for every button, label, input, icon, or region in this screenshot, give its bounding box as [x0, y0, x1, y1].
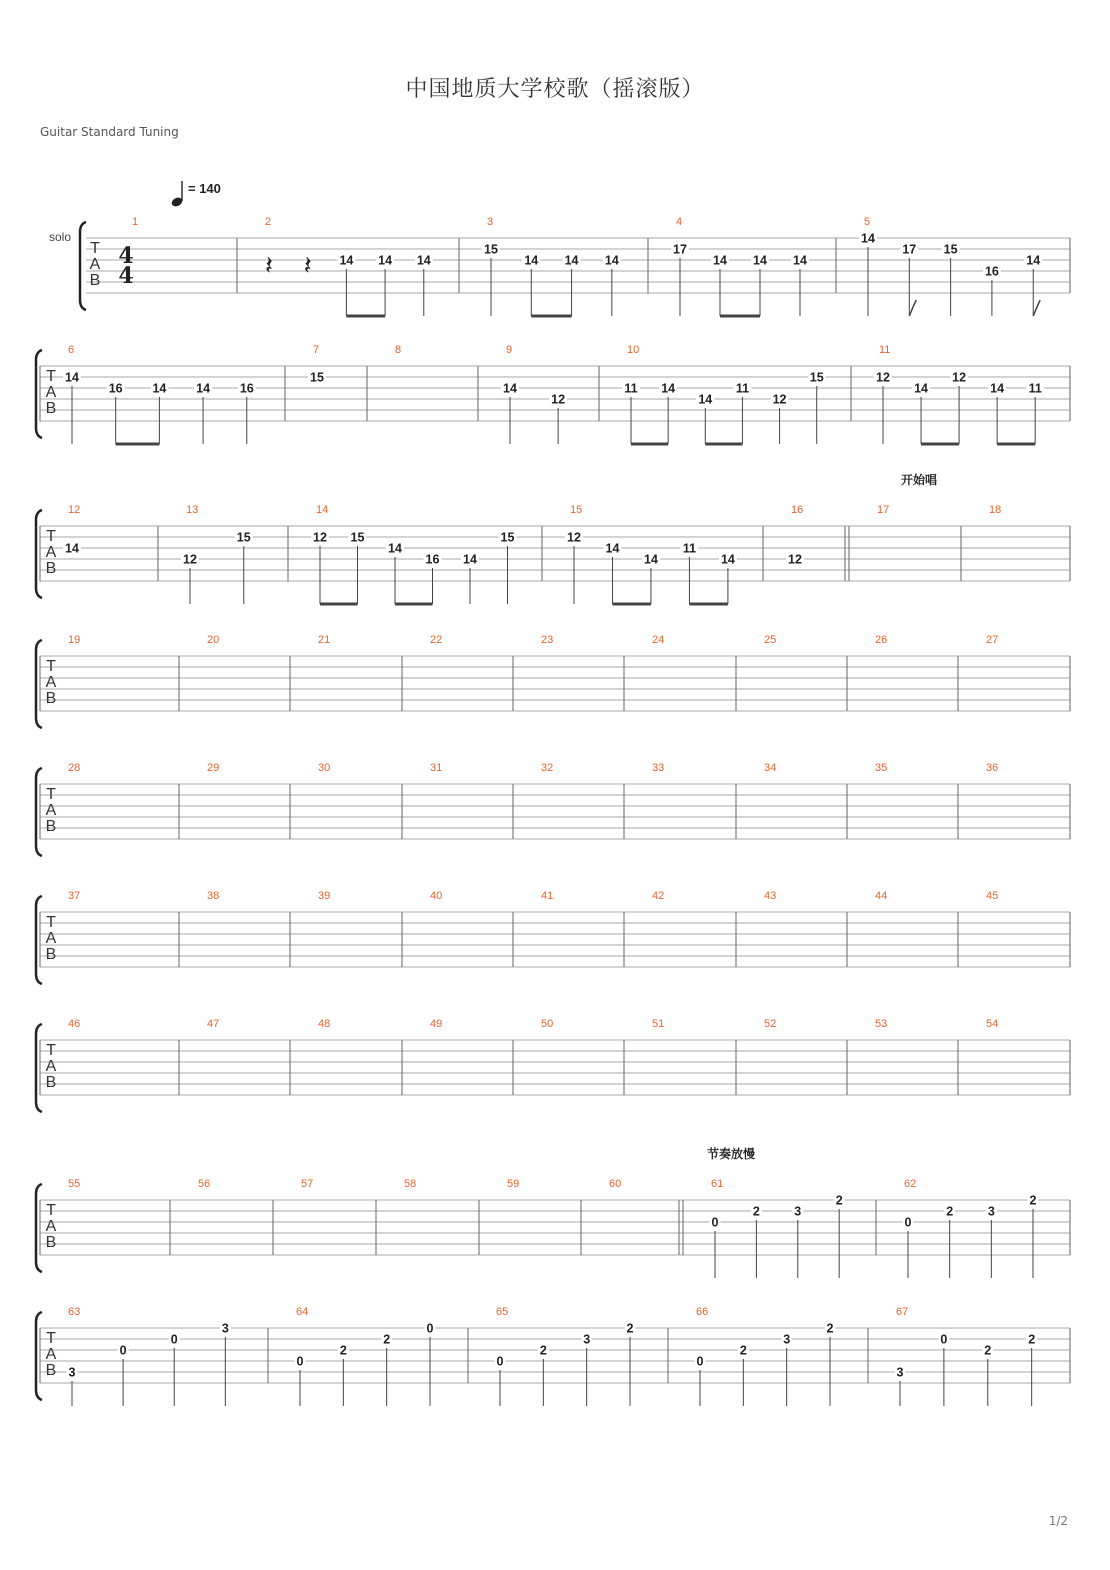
fret-number: 16 — [984, 264, 999, 279]
fret-number: 14 — [990, 381, 1005, 396]
measure — [764, 762, 776, 774]
fret-number: 14 — [65, 541, 79, 556]
fret-number: 15 — [500, 530, 515, 545]
staff-system — [36, 1018, 1070, 1112]
fret-number: 3 — [896, 1365, 904, 1380]
fret-number: 17 — [673, 242, 687, 257]
measure — [295, 1306, 436, 1406]
quarter-rest-icon: 𝄽 — [303, 251, 312, 281]
measure-number: 45 — [986, 890, 999, 902]
fret-number: 14 — [720, 552, 735, 567]
fret-number: 2 — [626, 1321, 634, 1336]
fret-number: 14 — [1026, 253, 1041, 268]
staff-system — [36, 762, 1070, 856]
fret-number: 12 — [551, 392, 566, 407]
measure-number: 8 — [395, 344, 402, 356]
fret-number: 11 — [1028, 381, 1042, 396]
tab-clef-letter: A — [45, 1346, 57, 1363]
measure — [986, 762, 998, 774]
tab-clef-letter: T — [46, 1330, 56, 1347]
section-annotation: 开始唱 — [901, 473, 938, 487]
fret-number: 2 — [339, 1343, 347, 1358]
fret-number: 14 — [503, 381, 517, 396]
measure-number: 62 — [904, 1178, 917, 1190]
staff-system — [36, 890, 1070, 984]
system-bracket — [36, 768, 42, 856]
tab-clef-letter: T — [90, 240, 100, 257]
tab-clef-letter: A — [45, 930, 57, 947]
measure-number: 10 — [627, 344, 640, 356]
measure — [859, 216, 1042, 316]
fret-number: 14 — [605, 541, 620, 556]
measure — [318, 762, 330, 774]
fret-number: 14 — [644, 552, 658, 567]
measure — [68, 1178, 80, 1190]
measure-number: 66 — [696, 1306, 709, 1318]
fret-number: 3 — [783, 1332, 791, 1347]
staff-system — [36, 344, 1070, 444]
measure-number: 4 — [676, 216, 683, 228]
tempo-value: = 140 — [188, 181, 221, 196]
fret-number: 11 — [735, 381, 750, 396]
measure — [875, 890, 887, 902]
measure-number: 1 — [132, 216, 139, 228]
measure-number: 46 — [68, 1018, 81, 1030]
measure — [482, 216, 621, 316]
fret-number: 15 — [350, 530, 365, 545]
fret-number: 0 — [296, 1354, 304, 1369]
measure-number: 41 — [541, 890, 554, 902]
fret-number: 2 — [383, 1332, 391, 1347]
tab-clef-letter: T — [46, 528, 56, 545]
measure-number: 17 — [877, 504, 890, 516]
fret-number: 12 — [313, 530, 327, 545]
fret-number: 12 — [183, 552, 197, 567]
tuning-label: Guitar Standard Tuning — [40, 125, 179, 139]
fret-number: 14 — [152, 381, 167, 396]
measure-number: 12 — [68, 504, 81, 516]
fret-number: 12 — [567, 530, 581, 545]
measure — [671, 216, 809, 316]
tab-clef-letter: B — [45, 818, 57, 835]
fret-number: 12 — [772, 392, 787, 407]
tab-clef-letter: B — [45, 560, 57, 577]
track-name: solo — [49, 230, 72, 244]
measure-number: 33 — [652, 762, 665, 774]
measure — [652, 762, 664, 774]
tab-clef-letter: A — [45, 802, 57, 819]
eighth-flag-icon — [1033, 300, 1040, 316]
measure-number: 29 — [207, 762, 220, 774]
system-bracket — [36, 896, 42, 984]
measure — [679, 1146, 845, 1278]
tab-clef-letter: B — [45, 690, 57, 707]
measure-number: 56 — [198, 1178, 211, 1190]
tab-clef-letter: B — [45, 1234, 57, 1251]
measure — [430, 634, 442, 646]
fret-number: 14 — [698, 392, 713, 407]
system-bracket — [36, 1184, 42, 1272]
fret-number: 0 — [119, 1343, 127, 1358]
system-bracket — [36, 350, 42, 438]
staff-system — [36, 1146, 1070, 1278]
fret-number: 17 — [902, 242, 917, 257]
measure — [181, 504, 253, 604]
fret-number: 2 — [946, 1204, 954, 1219]
measure-number: 26 — [875, 634, 888, 646]
measure-number: 9 — [506, 344, 513, 356]
system-bracket — [80, 222, 86, 310]
tab-clef-letter: T — [46, 1202, 56, 1219]
measure-number: 42 — [652, 890, 665, 902]
time-signature-top: 4 — [118, 243, 134, 269]
measure-number: 50 — [541, 1018, 554, 1030]
fret-number: 14 — [524, 253, 539, 268]
eighth-flag-icon — [909, 300, 916, 316]
measure-number: 3 — [487, 216, 494, 228]
measure — [430, 762, 442, 774]
fret-number: 14 — [713, 253, 727, 268]
measure — [609, 1178, 621, 1190]
measure-number: 40 — [430, 890, 443, 902]
tab-clef-letter: A — [45, 1218, 57, 1235]
fret-number: 14 — [661, 381, 676, 396]
measure — [541, 1018, 553, 1030]
fret-number: 11 — [682, 541, 697, 556]
measure — [318, 1018, 330, 1030]
measure-number: 21 — [318, 634, 331, 646]
measure — [786, 504, 804, 567]
measure-number: 20 — [207, 634, 220, 646]
fret-number: 14 — [339, 253, 354, 268]
fret-number: 2 — [752, 1204, 760, 1219]
measure — [132, 216, 138, 228]
page-title: 中国地质大学校歌（摇滚版） — [405, 77, 705, 102]
fret-number: 15 — [809, 370, 824, 385]
page-number: 1/2 — [1048, 1514, 1068, 1528]
measure — [318, 634, 330, 646]
tab-clef-letter: T — [46, 914, 56, 931]
measure-number: 49 — [430, 1018, 443, 1030]
measure — [207, 762, 219, 774]
measure — [989, 504, 1001, 516]
measure-number: 19 — [68, 634, 81, 646]
measure — [395, 344, 401, 356]
fret-number: 16 — [108, 381, 123, 396]
measure — [68, 762, 80, 774]
tab-clef-letter: B — [45, 400, 57, 417]
measure — [207, 634, 219, 646]
tab-clef-letter: A — [45, 674, 57, 691]
quarter-rest-icon: 𝄽 — [265, 251, 273, 281]
fret-number: 15 — [310, 370, 324, 385]
measure — [622, 344, 826, 444]
measure — [875, 762, 887, 774]
fret-number: 14 — [604, 253, 619, 268]
measure-number: 53 — [875, 1018, 888, 1030]
measure-number: 24 — [652, 634, 665, 646]
measure — [652, 634, 664, 646]
tab-clef-letter: B — [89, 272, 101, 289]
measure-number: 22 — [430, 634, 443, 646]
measure — [308, 344, 326, 385]
measure-number: 32 — [541, 762, 554, 774]
staff-system — [80, 216, 1070, 316]
fret-number: 2 — [739, 1343, 747, 1358]
measure-number: 25 — [764, 634, 777, 646]
fret-number: 2 — [826, 1321, 834, 1336]
measure-number: 48 — [318, 1018, 331, 1030]
fret-number: 14 — [416, 253, 431, 268]
tab-clef-letter: A — [89, 256, 101, 273]
measure — [404, 1178, 416, 1190]
measure — [318, 890, 330, 902]
tempo-mark — [170, 181, 221, 208]
fret-number: 12 — [788, 552, 802, 567]
measure-number: 39 — [318, 890, 331, 902]
measure — [430, 890, 442, 902]
measure-number: 35 — [875, 762, 888, 774]
measure — [63, 504, 81, 556]
measure-number: 13 — [186, 504, 199, 516]
fret-number: 12 — [952, 370, 967, 385]
measure — [541, 634, 553, 646]
fret-number: 12 — [876, 370, 890, 385]
tab-clef-letter: B — [45, 946, 57, 963]
measure-number: 7 — [313, 344, 320, 356]
measure-number: 52 — [764, 1018, 777, 1030]
measure — [207, 1018, 219, 1030]
measure — [874, 344, 1044, 444]
measure — [986, 890, 998, 902]
fret-number: 3 — [68, 1365, 76, 1380]
tab-clef-letter: B — [45, 1074, 57, 1091]
measure — [541, 762, 553, 774]
fret-number: 14 — [753, 253, 767, 268]
measure-number: 36 — [986, 762, 999, 774]
measure-number: 55 — [68, 1178, 81, 1190]
measure-number: 67 — [896, 1306, 909, 1318]
measure-number: 51 — [652, 1018, 665, 1030]
measure — [764, 890, 776, 902]
staff-system — [36, 1306, 1070, 1406]
fret-number: 2 — [1028, 1332, 1036, 1347]
measure — [903, 1178, 1039, 1278]
measure-number: 6 — [68, 344, 75, 356]
tab-clef-letter: A — [45, 544, 57, 561]
measure — [63, 344, 256, 444]
system-bracket — [36, 510, 42, 598]
measure-number: 14 — [316, 504, 329, 516]
tab-clef-letter: A — [45, 1058, 57, 1075]
measure — [68, 1018, 80, 1030]
measure — [301, 1178, 313, 1190]
measure-number: 54 — [986, 1018, 999, 1030]
measure — [986, 1018, 998, 1030]
measure-number: 65 — [496, 1306, 509, 1318]
measure — [501, 344, 567, 444]
measure — [565, 504, 737, 604]
measure — [265, 216, 433, 316]
measure — [67, 1306, 231, 1406]
fret-number: 0 — [940, 1332, 948, 1347]
measure-number: 27 — [986, 634, 999, 646]
measure-number: 44 — [875, 890, 888, 902]
fret-number: 15 — [236, 530, 251, 545]
measure-number: 43 — [764, 890, 777, 902]
tab-clef-letter: T — [46, 368, 56, 385]
measure — [311, 504, 517, 604]
measure — [875, 634, 887, 646]
measure-number: 63 — [68, 1306, 81, 1318]
fret-number: 3 — [221, 1321, 229, 1336]
measure-number: 57 — [301, 1178, 314, 1190]
tab-clef-letter: A — [45, 384, 57, 401]
fret-number: 0 — [496, 1354, 504, 1369]
fret-number: 14 — [793, 253, 807, 268]
fret-number: 0 — [170, 1332, 178, 1347]
measure-number: 34 — [764, 762, 777, 774]
measure-number: 18 — [989, 504, 1002, 516]
measure-number: 47 — [207, 1018, 220, 1030]
section-annotation: 节奏放慢 — [707, 1147, 756, 1161]
measure — [68, 634, 80, 646]
measure — [198, 1178, 210, 1190]
fret-number: 11 — [624, 381, 638, 396]
measure-number: 30 — [318, 762, 331, 774]
measure-number: 23 — [541, 634, 554, 646]
tab-clef-letter: T — [46, 1042, 56, 1059]
measure — [652, 890, 664, 902]
measure — [895, 1306, 1038, 1406]
staff-system — [36, 472, 1070, 604]
measure-number: 16 — [791, 504, 804, 516]
measure-number: 58 — [404, 1178, 417, 1190]
fret-number: 14 — [196, 381, 211, 396]
fret-number: 2 — [835, 1193, 843, 1208]
measure — [430, 1018, 442, 1030]
fret-number: 14 — [564, 253, 579, 268]
measure — [986, 634, 998, 646]
fret-number: 0 — [711, 1215, 719, 1230]
measure — [207, 890, 219, 902]
fret-number: 16 — [425, 552, 440, 567]
measure — [507, 1178, 519, 1190]
measure — [652, 1018, 664, 1030]
system-bracket — [36, 640, 42, 728]
fret-number: 3 — [583, 1332, 591, 1347]
fret-number: 0 — [696, 1354, 704, 1369]
fret-number: 2 — [539, 1343, 547, 1358]
measure — [68, 890, 80, 902]
fret-number: 14 — [388, 541, 402, 556]
fret-number: 0 — [904, 1215, 912, 1230]
staff-system — [36, 634, 1070, 728]
fret-number: 14 — [65, 370, 79, 385]
measure — [695, 1306, 836, 1406]
measure-number: 15 — [570, 504, 583, 516]
measure-number: 64 — [296, 1306, 309, 1318]
fret-number: 0 — [426, 1321, 434, 1336]
measure — [875, 1018, 887, 1030]
tab-clef-letter: T — [46, 658, 56, 675]
measure-number: 38 — [207, 890, 220, 902]
measure-number: 59 — [507, 1178, 520, 1190]
system-bracket — [36, 1312, 42, 1400]
time-signature-bottom: 4 — [118, 263, 134, 289]
measure-number: 31 — [430, 762, 443, 774]
measure-number: 2 — [265, 216, 272, 228]
fret-number: 14 — [463, 552, 477, 567]
fret-number: 14 — [861, 231, 875, 246]
measure — [764, 1018, 776, 1030]
fret-number: 14 — [378, 253, 393, 268]
fret-number: 15 — [484, 242, 498, 257]
measure-number: 61 — [711, 1178, 724, 1190]
measure-number: 5 — [864, 216, 871, 228]
measure-number: 60 — [609, 1178, 622, 1190]
fret-number: 2 — [984, 1343, 992, 1358]
fret-number: 15 — [943, 242, 958, 257]
fret-number: 3 — [794, 1204, 802, 1219]
measure — [495, 1306, 636, 1406]
measure-number: 37 — [68, 890, 81, 902]
fret-number: 2 — [1029, 1193, 1037, 1208]
system-bracket — [36, 1024, 42, 1112]
fret-number: 16 — [239, 381, 254, 396]
measure-number: 11 — [879, 344, 891, 356]
tab-clef-letter: T — [46, 786, 56, 803]
tab-clef-letter: B — [45, 1362, 57, 1379]
measure — [541, 890, 553, 902]
fret-number: 3 — [987, 1204, 995, 1219]
measure-number: 28 — [68, 762, 81, 774]
fret-number: 14 — [914, 381, 928, 396]
measure — [764, 634, 776, 646]
